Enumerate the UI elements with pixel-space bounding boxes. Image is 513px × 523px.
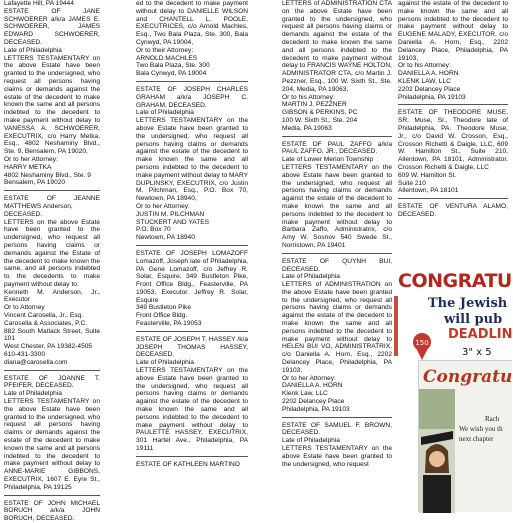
notice-text: ESTATE OF JOANNE T. PFEIFER, DECEASED. Late of Philadelphia LETTERS TESTAMENTARY on the above Estate have been granted to the undersigned, who request all persons having claims or demands against the estate of the decedent to make known the same and all persons indebted to the decedent to make payment without delay to ANNE-MARIE GIBBONS, EXECUTRIX, 1607 E. Eyre St., Philadelphia, PA 19125 [4,374,100,491]
estate-notice [4,0,100,187]
notice-divider [136,245,248,246]
estate-notice [4,500,100,523]
estate-notice [398,109,508,195]
estate-notice [282,141,392,250]
notice-text: ESTATE OF KATHLEEN MARTINO [136,460,240,468]
notice-text: ed to the decedent to make payment without delay to DANIELLE WILSON and CHANTELL L. POOLE, EXECUTRICES, c/o Arnold Machles, Esq., Two Bala Plaza, Ste. 300, Bala Cynwyd, PA 19004, Or to their Attorney: ARNOLD MACHLES Two Bala Plaza, Ste. 300 Bala Cynwyd, PA 19004 [136,0,248,78]
notice-text: against the estate of the decedent to make known the same and all persons indebted to the decedent to make payment without delay to EUGENE MALADY, EXECUTOR, c/o Daniella A. Horn, Esq., 2202 Delancey Place, Philadelphia, PA 19103, Or to his Attorney: DANIELLA A. HORN KLENK LAW, LLC 2202 Delancey Place Philadelphia, PA 19103 [398,0,508,101]
notice-text: ESTATE OF JOSEPH T. HASSEY /k/a JOSEPH THOMAS HASSEY, DECEASED. Late of Philadelphia LETTERS TESTAMENTARY on the above Estate have been granted to the undersigned, who request all persons having claims or demands against the estate of the decedent to make known the same and all persons indebted to the decedent to make payment without delay to PAULETTE HASSEY, EXECUTRIX, 301 Hartel Ave., Philadelphia, PA 19111 [136,335,248,453]
notice-column-2 [136,0,248,512]
notice-divider [136,81,248,82]
notice-text: ESTATE OF JEANNE MATTHEWS Anderson, DECEASED. LETTERS on the above Estate have been granted to the undersigned, who request all persons having claims or demands against the Estate of the decedent to make known the same, and all persons indebted to the decedents to make payment without delay to: Kenneth M. Anderson, Jr., Executor Or to Attorney Vincent Carosella, Jr., Esq. Carosella & Associates, P.C. 882 South Matlack Street, Suite 101 West Chester, PA 19382-4505 610-431-3300 diana@carosella.com [4,195,100,366]
notice-text: ESTATE OF JOSEPH LOMAZOFF Lomazoff, Joseph late of Philadelphia, PA Gene Lomazoff, c/o Jeffrey R. Solar, Esquire, 349 Bustleton Pike, Front Office Bldg., Feasterville, PA 19053, Executor. Jeffrey R. Solar, Esquire 349 Bustleton Pike Front Office Bldg. Feasterville, PA 19053 [136,249,248,328]
ad-card-line: We wish you th [459,425,503,433]
ad-card-line: next chapter [459,435,494,443]
notice-divider [4,370,100,371]
notice-text: ESTATE OF JOHN MICHAEL BORUCH a/k/a JOHN BORUCH, DECEASED. [4,499,100,523]
notice-divider [136,456,248,457]
ad-headline: CONGRATU [398,270,512,292]
ad-card-line: Rach [485,415,500,423]
estate-notice [282,422,392,469]
notice-text: Lafayette Hill, PA 19444 ESTATE OF JANE SCHWOERER a/k/a JAMES E. SCHWOERER, JAMES EDWARD SCHWOERER, DECEASED. Late of Philadelphia LETTERS TESTAMENTARY on the above Estate have been granted to the undersigned, who request all persons having claims or demands against the estate of the decedent to make known the same and all persons indebted to the decedent to make payment without delay to VANESSA A. SCHWOERER, EXECUTRIX, c/o Harry Metka, Esq., 4802 Neshaminy Blvd., Ste. 9, Bensalem, PA 19020, Or to her Attorney: HARRY METKA 4802 Neshaminy Blvd., Ste. 9 Bensalem, PA 19020 [4,0,100,187]
notice-divider [136,331,248,332]
notice-text: ESTATE OF QUYNH BUI, DECEASED. Late of Philadelphia LETTERS of ADMINISTRATION on the above Estate have been granted to the undersigned, who request all persons having claims or demands against the estate of the decedent to make known the same and all persons indebted to the decedent to make payment without delay to HELEN BUI VO, ADMINISTRATRIX, c/o Daniella A. Horn, Esq., 2202 Delancey Place, Philadelphia, PA 19103, Or to her Attorney: DANIELLA A. HORN Klenk Law, LLC 2202 Delancey Place Philadelphia, PA 19103 [282,257,392,413]
estate-notice [136,86,248,242]
notice-divider [282,253,392,254]
notice-text: ESTATE OF SAMUEL F. BROWN, DECEASED. Late of Philadelphia LETTERS TESTAMENTARY on the above Estate have been granted to the undersigned, who request [282,421,392,468]
anniversary-badge-icon [412,332,432,360]
estate-notice [4,375,100,492]
ad-line-1: The Jewish [428,296,508,311]
estate-notice [282,0,392,133]
notice-column-3 [282,0,392,512]
estate-notice [136,336,248,453]
ad-sample-card [418,360,512,512]
estate-notice [136,250,248,328]
graduate-photo [419,389,455,513]
notice-text: ESTATE OF THEODORE MUSE, SR. Muse, Sr., Theodore late of Philadelphia, PA. Theodore Muse, Jr., c/o David W. Crosson, Esq., Crosson Richetti & Daigle, LLC, 609 W. Hamilton St., Suite 210, Allentown, PA 18101, Administrator. Crosson Richetti & Daigle, LLC 609 W. Hamilton St. Suite 210 Allentown, PA 18101 [398,109,508,195]
estate-notice [136,461,248,469]
notice-divider [282,136,392,137]
estate-notice [282,258,392,414]
notice-text: LETTERS of ADMINISTRATION CTA on the above Estate have been granted to the undersigned, who request all persons having claims or demands against the estate of the decedent to make known the same and all persons indebted to the decedent to make payment without delay to FRANCIS WAYNE HOLTON, ADMINISTRATOR CTA, c/o Martin J. Pezzner, Esq., 100 W. Sixth St., Ste. 204, Media, PA 19063, Or to his Attorney: MARTIN J. PEZZNER GIBSON & PERKINS, PC 100 W. Sixth St., Ste. 204 Media, PA 19063 [282,0,392,132]
estate-notice [398,203,508,219]
notice-divider [282,417,392,418]
ad-size-text: 3" x 5 [462,347,492,358]
notice-divider [398,198,508,199]
notice-divider [4,190,100,191]
notice-divider [4,495,100,496]
ad-line-2: will pub [444,312,503,327]
graduation-ad [394,262,512,512]
ad-card-title: Congratu [423,367,513,387]
notice-text: ESTATE OF JOSEPH CHARLES GRAHAM a/k/a JOSEPH C. GRAHAM, DECEASED. Late of Philadelphia LETTERS TESTAMENTARY on the above Estate have been granted to the undersigned, who request all persons having claims or demands against the estate of the decedent to make known the same and all persons indebted to the decedent to make payment without delay to MARY DUPLINSKY, EXECUTRIX, c/o Justin M. Pilchman, Esq., P.O. Box 70, Newtown, PA 18940, Or to her Attorney: JUSTIN M. PILCHMAN STUCKERT AND YATES P.O. Box 70 Newtown, PA 18940 [136,85,248,242]
estate-notice [398,0,508,101]
estate-notice [4,195,100,367]
badge-number: 150 [415,339,429,347]
notice-text: ESTATE OF PAUL ZAFFO a/k/a PAUL ZAFFO, JR., DECEASED. Late of Lower Merion Township LETTERS TESTAMENTARY on the above Estate have been granted to the undersigned, who request all persons having claims or demands against the estate of the decedent to make known the same and all persons indebted to the decedent to make payment without delay to Barbara Zaffo, Administratrix, c/o Amy W. Sosnov 540 Swede St., Norristown, PA 19401 [282,140,392,249]
ad-line-3: DEADLIN [448,327,513,342]
notice-text: ESTATE OF VENTURA ALAMO, DECEASED. [398,203,508,218]
notice-divider [398,104,508,105]
estate-notice [136,0,248,78]
notice-column-1 [4,0,100,523]
